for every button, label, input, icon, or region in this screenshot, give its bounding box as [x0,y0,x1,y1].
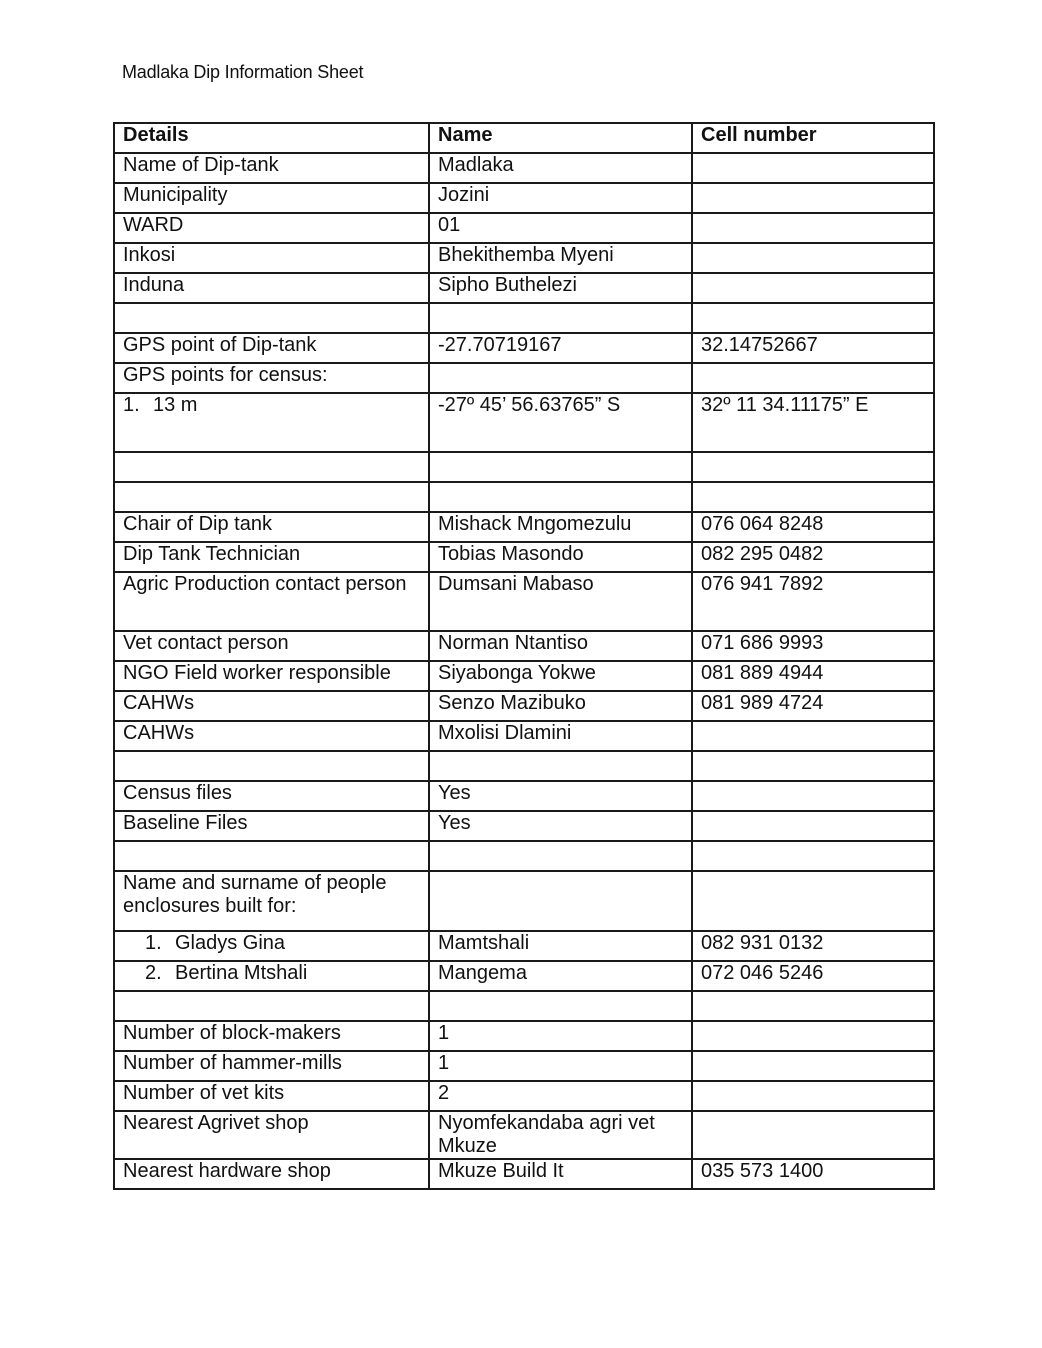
name-cell [429,303,692,333]
detail-cell: NGO Field worker responsible [114,661,429,691]
detail-cell: Census files [114,781,429,811]
dip-information-table [113,122,935,1190]
empty-row [114,991,934,1021]
detail-cell [114,841,429,871]
name-cell: Norman Ntantiso [429,631,692,661]
detail-cell [114,961,429,991]
table-row [114,333,934,363]
cell-number-cell: 32.14752667 [692,333,934,363]
table-row [114,1051,934,1081]
detail-cell: Agric Production contact person [114,572,429,631]
cell-number-cell: 076 064 8248 [692,512,934,542]
name-cell: Mxolisi Dlamini [429,721,692,751]
cell-number-cell: 081 889 4944 [692,661,934,691]
name-cell: Yes [429,811,692,841]
detail-cell: GPS points for census: [114,363,429,393]
cell-number-cell [692,1021,934,1051]
cell-number-cell [692,153,934,183]
detail-cell: CAHWs [114,691,429,721]
detail-cell: Inkosi [114,243,429,273]
table-row [114,363,934,393]
table-row [114,1111,934,1159]
table-row [114,213,934,243]
cell-number-cell [692,721,934,751]
cell-number-cell: 082 931 0132 [692,931,934,961]
detail-cell: Nearest hardware shop [114,1159,429,1189]
cell-number-cell [692,871,934,931]
cell-number-cell [692,811,934,841]
detail-cell: Number of block-makers [114,1021,429,1051]
name-cell: Dumsani Mabaso [429,572,692,631]
cell-number-cell: 076 941 7892 [692,572,934,631]
cell-number-cell [692,183,934,213]
enclosure-person-name: Gladys Gina [175,932,286,954]
detail-cell: Vet contact person [114,631,429,661]
name-cell: Mangema [429,961,692,991]
cell-number-cell: 071 686 9993 [692,631,934,661]
cell-number-cell [692,213,934,243]
table-row [114,183,934,213]
table-header-row [114,123,934,153]
cell-number-cell [692,243,934,273]
table-row [114,721,934,751]
name-cell: Madlaka [429,153,692,183]
detail-cell [114,452,429,482]
empty-row [114,452,934,482]
detail-cell: Name and surname of people enclosures built for: [114,871,429,931]
detail-cell [114,482,429,512]
header-details: Details [114,123,429,153]
name-cell: 1 [429,1051,692,1081]
cell-number-cell: 072 046 5246 [692,961,934,991]
name-cell: Bhekithemba Myeni [429,243,692,273]
detail-cell: WARD [114,213,429,243]
table-row [114,153,934,183]
table-row [114,393,934,452]
table-row [114,512,934,542]
cell-number-cell: 082 295 0482 [692,542,934,572]
detail-cell: Baseline Files [114,811,429,841]
cell-number-cell [692,751,934,781]
cell-number-cell [692,991,934,1021]
empty-row [114,751,934,781]
table-row [114,961,934,991]
table-row [114,542,934,572]
name-cell [429,751,692,781]
cell-number-cell [692,363,934,393]
detail-cell: Name of Dip-tank [114,153,429,183]
header-name: Name [429,123,692,153]
detail-cell [114,303,429,333]
name-cell: 01 [429,213,692,243]
name-cell: Mishack Mngomezulu [429,512,692,542]
name-cell [429,482,692,512]
detail-cell: Number of vet kits [114,1081,429,1111]
detail-cell: GPS point of Dip-tank [114,333,429,363]
name-cell: -27.70719167 [429,333,692,363]
cell-number-cell: 32º 11 34.11175” E [692,393,934,452]
name-cell: Mkuze Build It [429,1159,692,1189]
cell-number-cell [692,841,934,871]
table-row [114,572,934,631]
name-cell: Siyabonga Yokwe [429,661,692,691]
detail-cell: CAHWs [114,721,429,751]
name-cell: Tobias Masondo [429,542,692,572]
name-cell [429,363,692,393]
name-cell: Sipho Buthelezi [429,273,692,303]
table-row [114,631,934,661]
detail-cell: Nearest Agrivet shop [114,1111,429,1159]
cell-number-cell [692,482,934,512]
table-row [114,273,934,303]
name-cell: 2 [429,1081,692,1111]
detail-cell [114,991,429,1021]
enclosure-person-name: Bertina Mtshali [175,962,308,984]
name-cell [429,452,692,482]
name-cell: -27º 45’ 56.63765” S [429,393,692,452]
table-row [114,1159,934,1189]
detail-cell: Number of hammer-mills [114,1051,429,1081]
table-row [114,243,934,273]
table-row [114,1021,934,1051]
cell-number-cell [692,1051,934,1081]
detail-cell: Municipality [114,183,429,213]
cell-number-cell [692,273,934,303]
name-cell: Senzo Mazibuko [429,691,692,721]
detail-cell: Chair of Dip tank [114,512,429,542]
name-cell [429,871,692,931]
name-cell: 1 [429,1021,692,1051]
empty-row [114,303,934,333]
census-point-label: 13 m [153,394,198,416]
cell-number-cell [692,452,934,482]
table-row [114,1081,934,1111]
detail-cell: Induna [114,273,429,303]
empty-row [114,841,934,871]
name-cell [429,991,692,1021]
detail-cell [114,931,429,961]
table-row [114,931,934,961]
detail-cell [114,393,429,452]
name-cell: Nyomfekandaba agri vet Mkuze [429,1111,692,1159]
list-number: 2. [145,962,162,984]
cell-number-cell: 035 573 1400 [692,1159,934,1189]
empty-row [114,482,934,512]
table-row [114,781,934,811]
table-row [114,811,934,841]
header-cell-number: Cell number [692,123,934,153]
detail-cell: Dip Tank Technician [114,542,429,572]
cell-number-cell [692,781,934,811]
list-number: 1. [123,394,140,416]
cell-number-cell [692,1081,934,1111]
cell-number-cell: 081 989 4724 [692,691,934,721]
table-row [114,661,934,691]
page-title: Madlaka Dip Information Sheet [122,62,364,82]
cell-number-cell [692,303,934,333]
list-number: 1. [145,932,162,954]
name-cell [429,841,692,871]
detail-cell [114,751,429,781]
table-row [114,691,934,721]
table-row [114,871,934,931]
name-cell: Jozini [429,183,692,213]
cell-number-cell [692,1111,934,1159]
name-cell: Mamtshali [429,931,692,961]
name-cell: Yes [429,781,692,811]
